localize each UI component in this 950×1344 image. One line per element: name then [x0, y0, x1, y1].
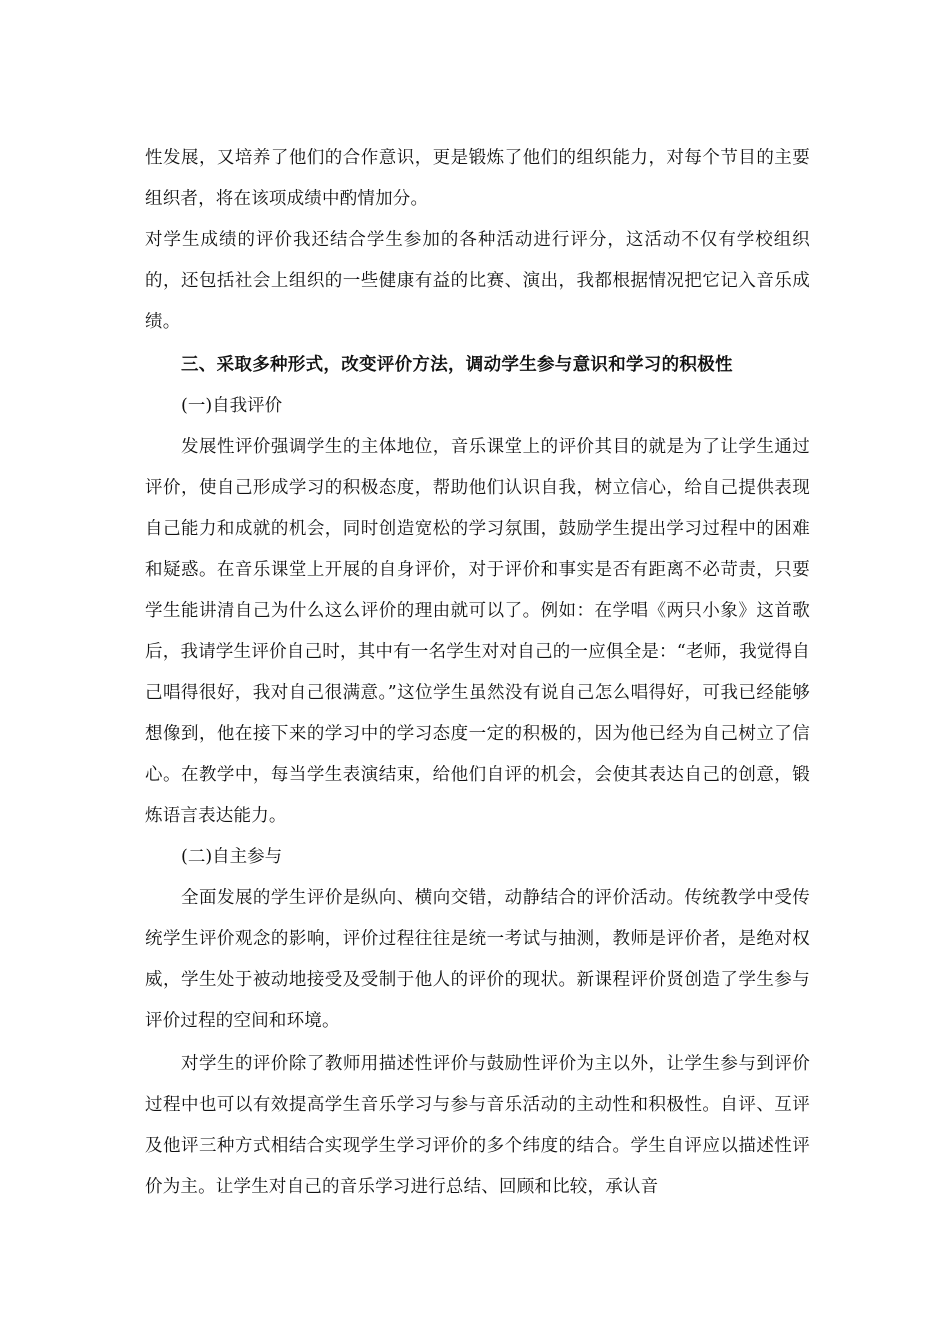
- subheading-self-participation: (二)自主参与: [181, 847, 283, 867]
- section-heading-three: 三、采取多种形式，改变评价方法，调动学生参与意识和学习的积极性: [181, 355, 733, 375]
- paragraph-student-participation: 对学生的评价除了教师用描述性评价与鼓励性评价为主以外，让学生参与到评价过程中也可以有效提高学生音乐学习与参与音乐活动的主动性和积极性。自评、互评及他评三种方式相结合实现学生学习评价的多个纬度的结合。学生自评应以描述性评价为主。让学生对自己的音乐学习进行总结、回顾和比较，承认音: [145, 1054, 810, 1197]
- paragraph-continuation: 性发展，又培养了他们的合作意识，更是锻炼了他们的组织能力，对每个节目的主要组织者，将在该项成绩中酌情加分。: [145, 148, 810, 209]
- paragraph-self-evaluation: 发展性评价强调学生的主体地位，音乐课堂上的评价其目的就是为了让学生通过评价，使自己形成学习的积极态度，帮助他们认识自我，树立信心，给自己提供表现自己能力和成就的机会，同时创造宽松的学习氛围，鼓励学生提出学习过程中的困难和疑惑。在音乐课堂上开展的自身评价，对于评价和事实是否有距离不必苛责，只要学生能讲清自己为什么这么评价的理由就可以了。例如：在学唱《两只小象》这首歌后，我请学生评价自己时，其中有一名学生对对自己的一应俱全是：“老师，我觉得自己唱得很好，我对自己很满意。”这位学生虽然没有说自己怎么唱得好，可我已经能够想像到，他在接下来的学习中的学习态度一定的积极的，因为他已经为自己树立了信心。在教学中，每当学生表演结束，给他们自评的机会，会使其表达自己的创意，锻炼语言表达能力。: [145, 437, 810, 826]
- paragraph-activity-scoring: 对学生成绩的评价我还结合学生参加的各种活动进行评分，这活动不仅有学校组织的，还包括社会上组织的一些健康有益的比赛、演出，我都根据情况把它记入音乐成绩。: [145, 230, 810, 332]
- document-body: [145, 138, 810, 1208]
- paragraph-comprehensive-evaluation: 全面发展的学生评价是纵向、横向交错，动静结合的评价活动。传统教学中受传统学生评价观念的影响，评价过程往往是统一考试与抽测，教师是评价者，是绝对权威，学生处于被动地接受及受制于他人的评价的现状。新课程评价贤创造了学生参与评价过程的空间和环境。: [145, 888, 810, 1031]
- subheading-self-evaluation: (一)自我评价: [181, 396, 283, 416]
